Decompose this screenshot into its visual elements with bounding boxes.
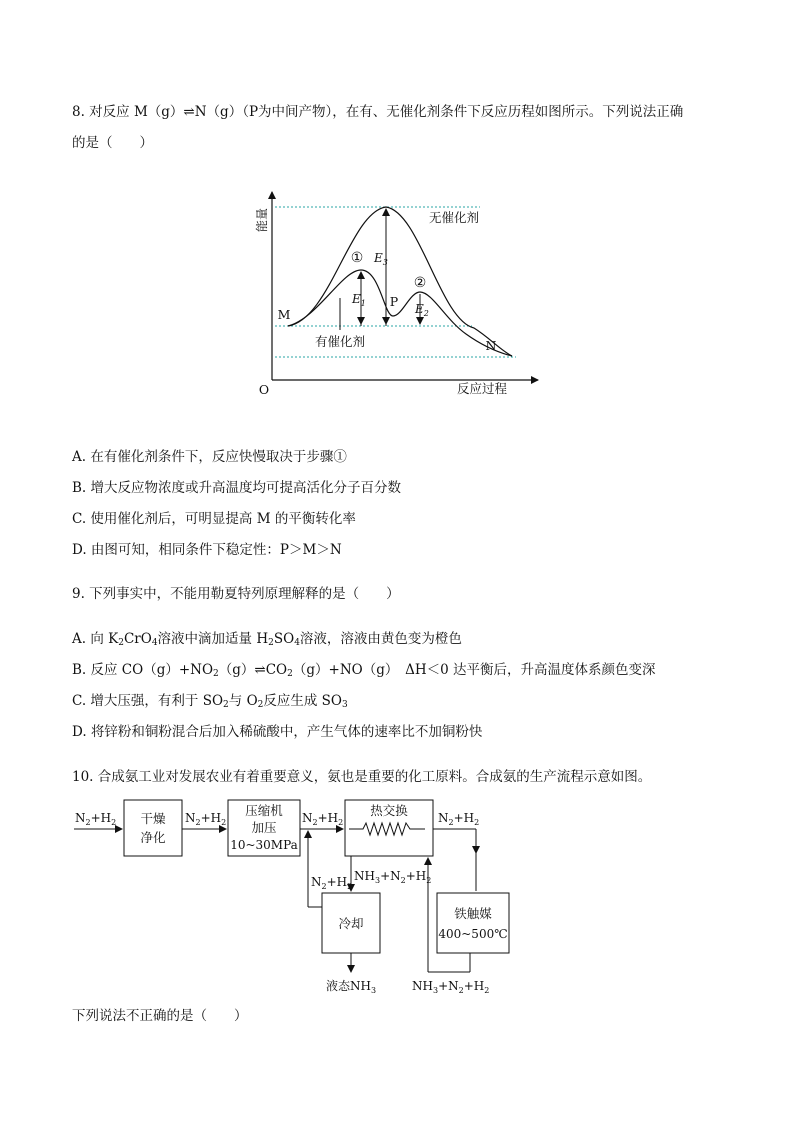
- feed-label: $N_2+H_2$: [75, 811, 117, 827]
- catalyst-box-line2: 400~500℃: [438, 927, 508, 941]
- q9-option-d: D. 将锌粉和铜粉混合后加入稀硫酸中，产生气体的速率比不加铜粉快: [72, 724, 483, 740]
- after-comp-label: $N_2+H_2$: [302, 811, 344, 827]
- q10-question: 下列说法不正确的是（ ）: [72, 1008, 248, 1024]
- no-catalyst-label: 无催化剂: [428, 210, 480, 225]
- dry-box-line1: 干燥: [140, 811, 166, 826]
- cooling-box-label: 冷却: [338, 916, 364, 931]
- catalyst-box: [437, 893, 509, 953]
- comp-box-line2: 加压: [251, 820, 277, 835]
- e3-label: $E_3$: [374, 251, 388, 267]
- catalyst-output-label: $NH_3+N_2+H_2$: [412, 979, 490, 995]
- q8-option-c: C. 使用催化剂后，可明显提高 M 的平衡转化率: [72, 511, 356, 527]
- q8-option-b: B. 增大反应物浓度或升高温度均可提高活化分子百分数: [72, 480, 402, 496]
- q9-option-a: A. 向 $K_2CrO_4$溶液中滴加适量 $H_2SO_4$溶液，溶液由黄色变为橙色: [72, 631, 462, 648]
- ammonia-flow-diagram: [70, 795, 520, 1000]
- step1-label: ①: [350, 250, 364, 266]
- step2-label: ②: [413, 275, 427, 291]
- label-p: P: [389, 294, 399, 309]
- mix-to-cooling-label: $NH_3+N_2+H_2$: [354, 869, 432, 885]
- label-n: N: [485, 338, 497, 353]
- with-catalyst-label: 有催化剂: [314, 334, 366, 349]
- after-dry-label: $N_2+H_2$: [185, 811, 227, 827]
- q10-stem: 10. 合成氨工业对发展农业有着重要意义，氨也是重要的化工原料。合成氨的生产流程示意如图。: [72, 769, 652, 785]
- heat-box-label: 热交换: [370, 803, 408, 818]
- comp-box-line1: 压缩机: [245, 803, 283, 818]
- dry-box: [124, 800, 182, 856]
- q9-option-b: B. 反应 $CO(g)+NO_2(g)\rightleftharpoons CO_2(g)+NO(g)$ ΔH＜0 达平衡后，升高温度体系颜色变深: [72, 662, 656, 679]
- q8-stem-line1: 8. 对反应 M（g）⇌N（g）（P为中间产物），在有、无催化剂条件下反应历程如图所示。下列说法正确: [72, 104, 684, 120]
- q9-option-c: C. 增大压强，有利于 $SO_2$与 $O_2$反应生成 $SO_3$: [72, 693, 348, 710]
- label-m: M: [277, 307, 291, 322]
- q9-stem: 9. 下列事实中，不能用勒夏特列原理解释的是（ ）: [72, 586, 400, 602]
- liquid-nh3-label: 液态$NH_3$: [326, 979, 377, 995]
- origin-label: O: [258, 382, 270, 397]
- catalyst-box-line1: 铁触媒: [454, 906, 492, 921]
- y-axis-label: 能量: [255, 207, 269, 233]
- q8-option-d: D. 由图可知，相同条件下稳定性：P＞M＞N: [72, 542, 342, 558]
- e1-label: $E_1$: [352, 292, 366, 308]
- heat-coil: [349, 823, 425, 835]
- x-axis-label: 反应过程: [456, 381, 508, 396]
- energy-diagram: [250, 182, 550, 402]
- dry-box-line2: 净化: [140, 830, 166, 845]
- after-heat-label: $N_2+H_2$: [438, 811, 480, 827]
- recycle-label: $N_2+H_2$: [311, 875, 353, 891]
- e2-label: $E_2$: [415, 302, 429, 318]
- q8-option-a: A. 在有催化剂条件下，反应快慢取决于步骤①: [72, 449, 347, 465]
- q8-stem-line2: 的是（ ）: [72, 135, 153, 151]
- comp-box-line3: 10~30MPa: [230, 838, 298, 852]
